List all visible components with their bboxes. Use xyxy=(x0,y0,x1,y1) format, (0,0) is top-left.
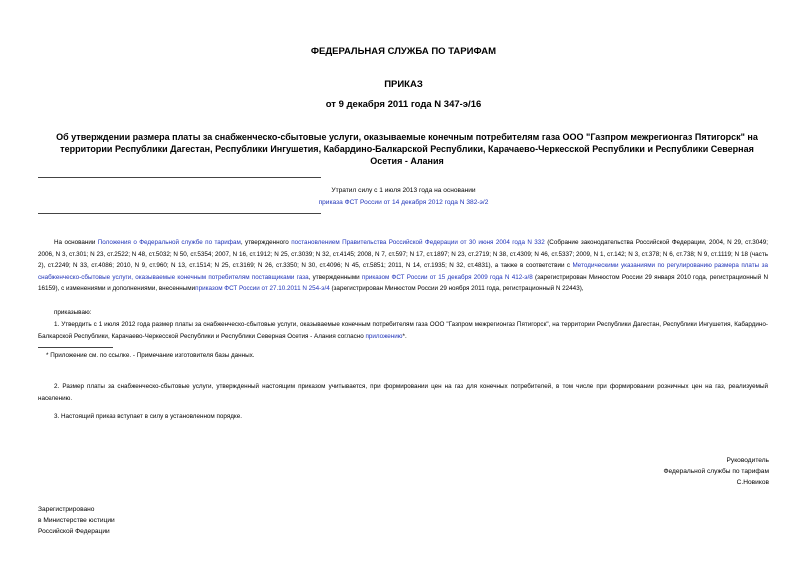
registration-line: Зарегистрировано xyxy=(38,506,95,513)
footnote: * Приложение см. по ссылке. - Примечание изготовителя базы данных. xyxy=(46,352,255,359)
item-2: 2. Размер платы за снабженческо-сбытовые услуги, утвержденный настоящим приказом учитывается, при формировании цен на газ для конечных потребителей, в том числе при формировании розничных цен на газ, реализуемый населению. xyxy=(38,383,768,402)
item-1 xyxy=(38,319,768,342)
government-decree-link[interactable]: постановлением Правительства Российской Федерации от 30 июня 2004 года N 332 xyxy=(291,239,545,246)
regulation-link[interactable]: Положения о Федеральной службе по тарифам xyxy=(97,239,241,246)
signatory-name: С.Новиков xyxy=(736,479,769,486)
signature-line: Руководитель xyxy=(726,457,769,464)
registration-block xyxy=(38,504,115,537)
basis-text: (зарегистрирован Минюстом России 29 ноября 2011 года, регистрационный N 22443), xyxy=(329,285,584,292)
registration-line: в Министерстве юстиции xyxy=(38,517,115,524)
repeal-order-link[interactable]: приказа ФСТ России от 14 декабря 2012 года N 382-э/2 xyxy=(318,199,489,206)
order-label: ПРИКАЗ xyxy=(384,79,423,90)
item-1-text: 1. Утвердить с 1 июля 2012 года размер платы за снабженческо-сбытовые услуги, оказываемые конечным потребителям газа ООО "Газпром межрегионгаз Пятигорск", на территории Республики Дагестан, Республики Ингушетия, Кабардино-Балкарской Республики, Карачаево-Черкесской Республики и Республики Северная Осетия - Алания согласно xyxy=(38,321,768,340)
footnote-divider xyxy=(38,347,113,348)
divider-bottom xyxy=(38,213,321,214)
item-3: 3. Настоящий приказ вступает в силу в установленном порядке. xyxy=(54,413,243,420)
basis-text: (Собрание законодательства Российской Федерации, 2004, N 29, ст.3049; 2006, N 3, ст.301; N 23, ст.2522; N 48, ст.5032; N 50, ст.5354; 2007, N 16, ст.1912; N 25, ст.3039; N 32, ст.4145; 2008, N 7, ст.597; N 17, ст.1897; N 23, ст.2719; N 38, ст.4309; N 46, ст.5337; 2009, N 1, ст.142; N 3, ст.378; N 6, ст.738; N 9, ст.1119; N 18 (часть 2), ст.2249; N 33, ст.4086; 2010, N 9, ст.960; N 13, ст.1514; N 25, ст.3169; N 26, ст.3350; N 30, ст.4096; N 45, ст.5851; 2011, N 14, ст.1935; N 32, ст.4831), а также в соответствии с xyxy=(38,239,769,269)
order-date: от 9 декабря 2011 года N 347-э/16 xyxy=(325,99,482,110)
status-note-text: Утратил силу с 1 июля 2013 года на основании xyxy=(331,187,476,194)
order-title: Об утверждении размера платы за снабженческо-сбытовые услуги, оказываемые конечным потребителям газа ООО "Газпром межрегионгаз Пятигорск" на территории Республики Дагестан, Республики Ингушетия, Кабардино-Балкарской Республики, Карачаево-Черкесской Республики и Республики Северная Осетия - Алания xyxy=(56,132,758,166)
signature-block xyxy=(664,455,770,488)
item-1-end: *. xyxy=(402,332,407,340)
signature-line: Федеральной службы по тарифам xyxy=(663,468,769,475)
order-word: приказываю: xyxy=(54,309,92,316)
basis-text: (зарегистрирован Минюстом России 29 января 2010 года, регистрационный N 16159), с изменениями и дополнениями, внесенными xyxy=(38,273,768,292)
basis-text: , утвержденного xyxy=(240,239,292,246)
registration-line: Российской Федерации xyxy=(38,528,110,535)
basis-text: , утвержденными xyxy=(308,273,362,281)
fts-order-254-link[interactable]: приказом ФСТ России от 27.10.2011 N 254-э/4 xyxy=(195,285,330,292)
appendix-link[interactable]: приложению xyxy=(365,332,403,340)
agency-name: ФЕДЕРАЛЬНАЯ СЛУЖБА ПО ТАРИФАМ xyxy=(310,46,497,57)
guidelines-link[interactable]: Методическими указаниями по регулированию размера платы за снабженческо-сбытовые услуги, оказываемые конечным потребителям поставщиками газа xyxy=(38,262,768,281)
basis-text: На основании xyxy=(54,239,98,246)
status-note xyxy=(200,185,607,209)
divider-top xyxy=(38,177,321,178)
basis-paragraph xyxy=(38,237,768,295)
fts-order-412-link[interactable]: приказом ФСТ России от 15 декабря 2009 года N 412-э/8 xyxy=(361,273,533,281)
